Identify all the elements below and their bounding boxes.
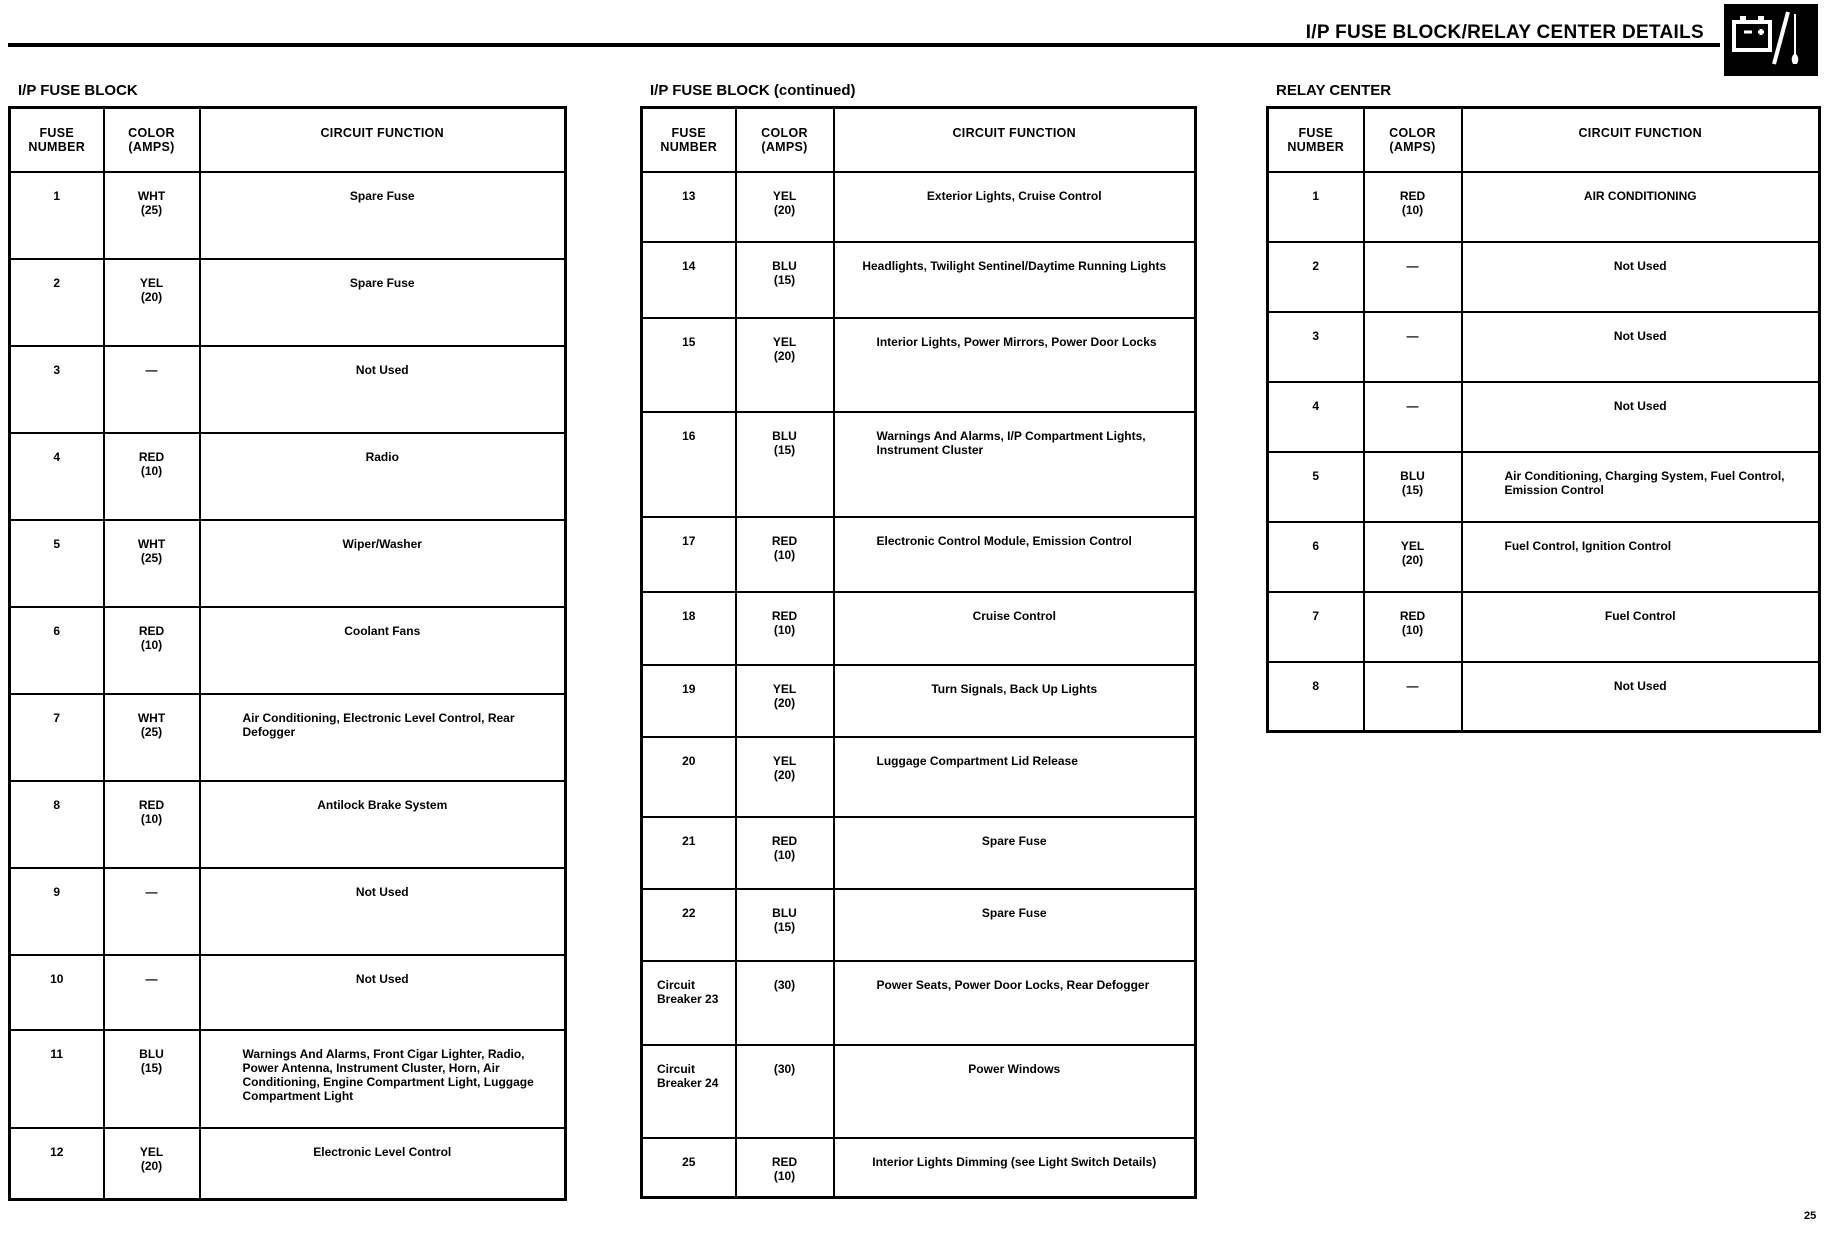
table-row [642,242,1196,318]
circuit-function-cell: Coolant Fans [200,607,566,694]
circuit-function-cell: Fuel Control [1462,592,1820,662]
fuse-number-cell: 20 [642,737,736,817]
fuse-number-cell: 4 [10,433,104,520]
circuit-function-cell: Not Used [1462,242,1820,312]
fuse-number-cell: Circuit Breaker 23 [642,961,736,1045]
ip-fuse-block-table [8,106,567,1201]
color-amps-cell: BLU (15) [736,412,834,517]
color-amps-cell: (30) [736,1045,834,1138]
color-amps-cell: BLU (15) [1364,452,1462,522]
circuit-function-cell: Electronic Control Module, Emission Control [834,517,1196,592]
fuse-number-cell: 12 [10,1128,104,1200]
fuse-number-cell: 9 [10,868,104,955]
color-amps-header: COLOR (AMPS) [1364,108,1462,172]
fuse-number-cell: 18 [642,592,736,665]
color-amps-cell: RED (10) [104,433,200,520]
ip-fuse-block-continued-table [640,106,1197,1199]
color-amps-cell: YEL (20) [736,665,834,737]
circuit-function-cell: Not Used [200,955,566,1030]
table-row [10,346,566,433]
fuse-number-cell: 14 [642,242,736,318]
fuse-number-cell: 13 [642,172,736,242]
table-row [642,1138,1196,1198]
circuit-function-cell: Spare Fuse [834,817,1196,889]
color-amps-header: COLOR (AMPS) [104,108,200,172]
table-row [10,1128,566,1200]
fuse-number-cell: 8 [1268,662,1364,732]
color-amps-cell: YEL (20) [1364,522,1462,592]
circuit-function-cell: Antilock Brake System [200,781,566,868]
table-row [10,955,566,1030]
color-amps-cell: RED (10) [104,607,200,694]
color-amps-cell: RED (10) [736,592,834,665]
table-row [1268,522,1820,592]
circuit-function-cell: Exterior Lights, Cruise Control [834,172,1196,242]
color-amps-cell: BLU (15) [736,242,834,318]
page-header [0,0,1824,80]
fuse-number-cell: 5 [10,520,104,607]
circuit-function-cell: Not Used [1462,312,1820,382]
ip-fuse-block-section [8,80,567,1201]
table-row [642,318,1196,412]
fuse-number-cell: 22 [642,889,736,961]
color-amps-cell: RED (10) [736,517,834,592]
table-row [642,412,1196,517]
fuse-number-cell: 2 [10,259,104,346]
circuit-function-cell: Not Used [1462,662,1820,732]
fuse-number-cell: 1 [10,172,104,259]
fuse-number-cell: 7 [10,694,104,781]
circuit-function-cell: Interior Lights, Power Mirrors, Power Door Locks [834,318,1196,412]
relay-center-table [1266,106,1821,733]
circuit-function-header: CIRCUIT FUNCTION [200,108,566,172]
color-amps-header: COLOR (AMPS) [736,108,834,172]
circuit-function-cell: Cruise Control [834,592,1196,665]
table-row [642,889,1196,961]
color-amps-cell: — [1364,312,1462,382]
table-row [10,607,566,694]
color-amps-cell: — [104,868,200,955]
circuit-function-cell: Air Conditioning, Electronic Level Control, Rear Defogger [200,694,566,781]
table-row [642,1045,1196,1138]
fuse-number-cell: 5 [1268,452,1364,522]
color-amps-cell: RED (10) [1364,172,1462,242]
table-row [1268,172,1820,242]
table-row [642,172,1196,242]
fuse-number-cell: 3 [1268,312,1364,382]
color-amps-cell: YEL (20) [736,318,834,412]
circuit-function-cell: Spare Fuse [200,172,566,259]
circuit-function-cell: Warnings And Alarms, Front Cigar Lighter, Radio, Power Antenna, Instrument Cluster, Horn, Air Conditioning, Engine Compartment Light, Luggage Compartment Light [200,1030,566,1128]
battery-wrench-icon [1724,4,1818,76]
fuse-number-cell: 4 [1268,382,1364,452]
circuit-function-cell: Spare Fuse [200,259,566,346]
color-amps-cell: WHT (25) [104,520,200,607]
circuit-function-cell: Luggage Compartment Lid Release [834,737,1196,817]
circuit-function-cell: Not Used [1462,382,1820,452]
color-amps-cell: RED (10) [736,1138,834,1198]
fuse-number-cell: 6 [10,607,104,694]
circuit-function-header: CIRCUIT FUNCTION [1462,108,1820,172]
color-amps-cell: — [104,346,200,433]
fuse-number-cell: 25 [642,1138,736,1198]
color-amps-cell: WHT (25) [104,172,200,259]
color-amps-cell: YEL (20) [104,1128,200,1200]
table-row [1268,592,1820,662]
color-amps-cell: YEL (20) [104,259,200,346]
table-row [642,517,1196,592]
color-amps-cell: RED (10) [104,781,200,868]
section-title: I/P FUSE BLOCK (continued) [650,82,856,99]
fuse-number-cell: 1 [1268,172,1364,242]
fuse-number-cell: 15 [642,318,736,412]
fuse-number-cell: 16 [642,412,736,517]
table-row [10,520,566,607]
table-row [642,592,1196,665]
circuit-function-cell: Wiper/Washer [200,520,566,607]
table-row [10,433,566,520]
color-amps-cell: RED (10) [736,817,834,889]
table-row [1268,312,1820,382]
color-amps-cell: BLU (15) [104,1030,200,1128]
table-row [1268,452,1820,522]
fuse-number-cell: 21 [642,817,736,889]
color-amps-cell: — [104,955,200,1030]
circuit-function-cell: Spare Fuse [834,889,1196,961]
section-title: RELAY CENTER [1276,82,1392,99]
table-row [642,817,1196,889]
color-amps-cell: YEL (20) [736,737,834,817]
fuse-number-cell: 3 [10,346,104,433]
table-row [1268,242,1820,312]
table-header-row [10,108,566,172]
table-row [10,781,566,868]
fuse-number-header: FUSE NUMBER [642,108,736,172]
fuse-number-cell: 6 [1268,522,1364,592]
color-amps-cell: (30) [736,961,834,1045]
circuit-function-cell: Power Seats, Power Door Locks, Rear Defogger [834,961,1196,1045]
circuit-function-header: CIRCUIT FUNCTION [834,108,1196,172]
table-row [10,172,566,259]
ip-fuse-block-continued-section [640,80,1197,1199]
color-amps-cell: BLU (15) [736,889,834,961]
fuse-number-cell: 7 [1268,592,1364,662]
fuse-number-cell: 11 [10,1030,104,1128]
color-amps-cell: YEL (20) [736,172,834,242]
color-amps-cell: — [1364,662,1462,732]
fuse-number-header: FUSE NUMBER [1268,108,1364,172]
color-amps-cell: — [1364,242,1462,312]
fuse-number-cell: Circuit Breaker 24 [642,1045,736,1138]
table-row [1268,662,1820,732]
circuit-function-cell: AIR CONDITIONING [1462,172,1820,242]
fuse-number-cell: 10 [10,955,104,1030]
fuse-number-cell: 19 [642,665,736,737]
table-row [642,665,1196,737]
table-row [642,961,1196,1045]
fuse-number-header: FUSE NUMBER [10,108,104,172]
circuit-function-cell: Electronic Level Control [200,1128,566,1200]
circuit-function-cell: Interior Lights Dimming (see Light Switch Details) [834,1138,1196,1198]
circuit-function-cell: Not Used [200,868,566,955]
circuit-function-cell: Radio [200,433,566,520]
circuit-function-cell: Warnings And Alarms, I/P Compartment Lights, Instrument Cluster [834,412,1196,517]
table-header-row [1268,108,1820,172]
table-row [10,259,566,346]
color-amps-cell: RED (10) [1364,592,1462,662]
table-row [10,1030,566,1128]
table-row [642,737,1196,817]
circuit-function-cell: Turn Signals, Back Up Lights [834,665,1196,737]
color-amps-cell: WHT (25) [104,694,200,781]
relay-center-section [1266,80,1821,733]
fuse-number-cell: 8 [10,781,104,868]
table-row [1268,382,1820,452]
table-row [10,868,566,955]
table-row [10,694,566,781]
fuse-number-cell: 17 [642,517,736,592]
circuit-function-cell: Power Windows [834,1045,1196,1138]
table-header-row [642,108,1196,172]
circuit-function-cell: Headlights, Twilight Sentinel/Daytime Running Lights [834,242,1196,318]
circuit-function-cell: Fuel Control, Ignition Control [1462,522,1820,592]
fuse-number-cell: 2 [1268,242,1364,312]
circuit-function-cell: Air Conditioning, Charging System, Fuel Control, Emission Control [1462,452,1820,522]
color-amps-cell: — [1364,382,1462,452]
page-title: I/P FUSE BLOCK/RELAY CENTER DETAILS [1305,22,1704,43]
section-title: I/P FUSE BLOCK [18,82,138,99]
page-number: 25 [1804,1210,1817,1222]
circuit-function-cell: Not Used [200,346,566,433]
